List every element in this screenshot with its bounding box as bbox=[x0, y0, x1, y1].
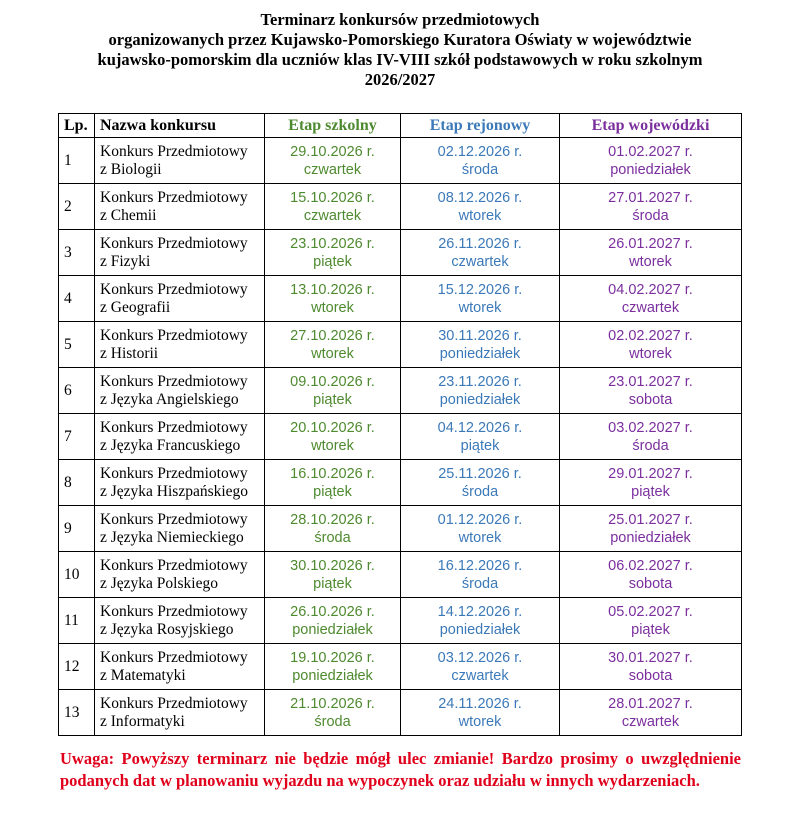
rejonowy-day: środa bbox=[461, 483, 499, 500]
rejonowy-date: 23.11.2026 r. bbox=[438, 373, 522, 390]
row-rejonowy bbox=[401, 690, 560, 736]
rejonowy-date: 04.12.2026 r. bbox=[437, 419, 523, 436]
row-lp: 13 bbox=[59, 690, 95, 736]
table-row bbox=[59, 598, 742, 644]
title-line-2: organizowanych przez Kujawsko-Pomorskiego Kuratora Oświaty w województwie bbox=[108, 30, 692, 49]
wojewodzki-day: wtorek bbox=[629, 253, 672, 270]
rejonowy-date: 25.11.2026 r. bbox=[438, 465, 522, 482]
wojewodzki-date: 05.02.2027 r. bbox=[608, 603, 693, 620]
row-name bbox=[95, 690, 265, 736]
row-szkolny bbox=[265, 230, 401, 276]
szkolny-day: poniedziałek bbox=[292, 667, 373, 684]
row-wojewodzki bbox=[560, 598, 742, 644]
row-szkolny bbox=[265, 322, 401, 368]
row-name-line-2: z Języka Polskiego bbox=[100, 574, 218, 592]
row-szkolny bbox=[265, 368, 401, 414]
wojewodzki-day: czwartek bbox=[621, 713, 680, 730]
table-row bbox=[59, 506, 742, 552]
wojewodzki-day: sobota bbox=[628, 667, 673, 684]
row-lp: 4 bbox=[59, 276, 95, 322]
row-name-line-1: Konkurs Przedmiotowy bbox=[100, 188, 248, 206]
wojewodzki-day: sobota bbox=[628, 391, 673, 408]
row-name bbox=[95, 644, 265, 690]
row-name-line-1: Konkurs Przedmiotowy bbox=[100, 510, 248, 528]
row-name-line-1: Konkurs Przedmiotowy bbox=[100, 280, 248, 298]
row-szkolny bbox=[265, 690, 401, 736]
table-row bbox=[59, 322, 742, 368]
szkolny-date: 27.10.2026 r. bbox=[290, 327, 375, 344]
row-wojewodzki bbox=[560, 184, 742, 230]
row-rejonowy bbox=[401, 506, 560, 552]
wojewodzki-day: poniedziałek bbox=[610, 161, 691, 178]
table-row bbox=[59, 184, 742, 230]
rejonowy-day: wtorek bbox=[458, 207, 502, 224]
rejonowy-day: piątek bbox=[460, 437, 500, 454]
header-name: Nazwa konkursu bbox=[95, 114, 265, 138]
row-wojewodzki bbox=[560, 506, 742, 552]
row-lp: 5 bbox=[59, 322, 95, 368]
wojewodzki-date: 02.02.2027 r. bbox=[608, 327, 693, 344]
row-rejonowy bbox=[401, 644, 560, 690]
szkolny-date: 20.10.2026 r. bbox=[290, 419, 375, 436]
rejonowy-day: środa bbox=[461, 575, 499, 592]
row-name-line-2: z Biologii bbox=[100, 160, 162, 178]
rejonowy-day: środa bbox=[461, 161, 499, 178]
wojewodzki-day: czwartek bbox=[621, 299, 680, 316]
szkolny-day: czwartek bbox=[303, 207, 362, 224]
row-name-line-1: Konkurs Przedmiotowy bbox=[100, 142, 248, 160]
table-row bbox=[59, 276, 742, 322]
rejonowy-day: wtorek bbox=[458, 299, 502, 316]
row-rejonowy bbox=[401, 598, 560, 644]
warning-note: Uwaga: Powyższy terminarz nie będzie mógł ulec zmianie! Bardzo prosimy o uwzględnienie podanych dat w planowaniu wyjazdu na wypoczynek oraz udziału w innych wydarzeniach. bbox=[60, 749, 741, 790]
rejonowy-date: 24.11.2026 r. bbox=[438, 695, 522, 712]
table-row bbox=[59, 460, 742, 506]
wojewodzki-day: sobota bbox=[628, 575, 673, 592]
row-lp: 6 bbox=[59, 368, 95, 414]
row-lp: 3 bbox=[59, 230, 95, 276]
row-name-line-1: Konkurs Przedmiotowy bbox=[100, 602, 248, 620]
row-szkolny bbox=[265, 276, 401, 322]
table-row bbox=[59, 368, 742, 414]
rejonowy-day: wtorek bbox=[458, 529, 502, 546]
szkolny-day: środa bbox=[314, 529, 351, 546]
row-rejonowy bbox=[401, 184, 560, 230]
row-name-line-2: z Geografii bbox=[100, 298, 171, 316]
row-lp: 7 bbox=[59, 414, 95, 460]
title-line-3: kujawsko-pomorskim dla uczniów klas IV-VIII szkół podstawowych w roku szkolnym bbox=[97, 50, 703, 69]
szkolny-date: 30.10.2026 r. bbox=[290, 557, 375, 574]
table-row bbox=[59, 230, 742, 276]
row-szkolny bbox=[265, 460, 401, 506]
row-name-line-1: Konkurs Przedmiotowy bbox=[100, 648, 248, 666]
row-name-line-1: Konkurs Przedmiotowy bbox=[100, 418, 248, 436]
rejonowy-date: 01.12.2026 r. bbox=[437, 511, 523, 528]
row-wojewodzki bbox=[560, 644, 742, 690]
row-lp: 1 bbox=[59, 138, 95, 184]
row-wojewodzki bbox=[560, 230, 742, 276]
rejonowy-date: 15.12.2026 r. bbox=[437, 281, 523, 298]
table-row bbox=[59, 414, 742, 460]
row-name-line-2: z Języka Hiszpańskiego bbox=[100, 482, 249, 500]
title-line-4: 2026/2027 bbox=[364, 70, 436, 89]
document-title bbox=[40, 10, 760, 90]
rejonowy-date: 08.12.2026 r. bbox=[437, 189, 523, 206]
header-lp: Lp. bbox=[59, 114, 95, 138]
rejonowy-date: 16.12.2026 r. bbox=[437, 557, 523, 574]
szkolny-date: 09.10.2026 r. bbox=[290, 373, 375, 390]
wojewodzki-day: piątek bbox=[631, 621, 670, 638]
row-name bbox=[95, 506, 265, 552]
rejonowy-date: 03.12.2026 r. bbox=[437, 649, 523, 666]
rejonowy-date: 14.12.2026 r. bbox=[437, 603, 523, 620]
wojewodzki-day: wtorek bbox=[629, 345, 672, 362]
row-name-line-1: Konkurs Przedmiotowy bbox=[100, 372, 248, 390]
row-lp: 12 bbox=[59, 644, 95, 690]
wojewodzki-date: 04.02.2027 r. bbox=[608, 281, 693, 298]
row-name bbox=[95, 322, 265, 368]
wojewodzki-day: piątek bbox=[631, 483, 670, 500]
row-name bbox=[95, 552, 265, 598]
wojewodzki-day: środa bbox=[632, 207, 669, 224]
row-rejonowy bbox=[401, 460, 560, 506]
header-wojewodzki: Etap wojewódzki bbox=[560, 114, 742, 138]
row-name-line-2: z Języka Niemieckiego bbox=[100, 528, 244, 546]
wojewodzki-date: 29.01.2027 r. bbox=[608, 465, 693, 482]
row-lp: 11 bbox=[59, 598, 95, 644]
row-rejonowy bbox=[401, 368, 560, 414]
row-lp: 9 bbox=[59, 506, 95, 552]
rejonowy-day: czwartek bbox=[451, 253, 509, 270]
rejonowy-date: 26.11.2026 r. bbox=[438, 235, 522, 252]
szkolny-day: piątek bbox=[313, 483, 352, 500]
table-row bbox=[59, 138, 742, 184]
row-name-line-2: z Matematyki bbox=[100, 666, 186, 684]
szkolny-date: 16.10.2026 r. bbox=[290, 465, 375, 482]
szkolny-date: 21.10.2026 r. bbox=[290, 695, 375, 712]
szkolny-date: 23.10.2026 r. bbox=[290, 235, 375, 252]
row-szkolny bbox=[265, 414, 401, 460]
row-name bbox=[95, 414, 265, 460]
row-rejonowy bbox=[401, 552, 560, 598]
row-wojewodzki bbox=[560, 460, 742, 506]
rejonowy-date: 30.11.2026 r. bbox=[438, 327, 522, 344]
row-wojewodzki bbox=[560, 322, 742, 368]
szkolny-day: czwartek bbox=[303, 161, 362, 178]
row-name bbox=[95, 230, 265, 276]
rejonowy-day: wtorek bbox=[458, 713, 502, 730]
wojewodzki-date: 23.01.2027 r. bbox=[608, 373, 693, 390]
wojewodzki-date: 27.01.2027 r. bbox=[608, 189, 693, 206]
title-line-1: Terminarz konkursów przedmiotowych bbox=[260, 10, 540, 29]
row-name-line-1: Konkurs Przedmiotowy bbox=[100, 556, 248, 574]
row-name bbox=[95, 276, 265, 322]
szkolny-day: wtorek bbox=[311, 437, 354, 454]
szkolny-date: 19.10.2026 r. bbox=[290, 649, 375, 666]
wojewodzki-date: 25.01.2027 r. bbox=[608, 511, 693, 528]
row-szkolny bbox=[265, 506, 401, 552]
row-name-line-2: z Języka Rosyjskiego bbox=[100, 620, 234, 638]
wojewodzki-date: 28.01.2027 r. bbox=[608, 695, 693, 712]
row-name-line-2: z Informatyki bbox=[100, 712, 185, 730]
row-name-line-2: z Chemii bbox=[100, 206, 157, 224]
row-name-line-2: z Języka Francuskiego bbox=[100, 436, 241, 454]
rejonowy-day: poniedziałek bbox=[439, 391, 521, 408]
szkolny-day: wtorek bbox=[311, 345, 354, 362]
header-rejonowy: Etap rejonowy bbox=[401, 114, 560, 138]
wojewodzki-date: 30.01.2027 r. bbox=[608, 649, 693, 666]
wojewodzki-day: środa bbox=[632, 437, 669, 454]
rejonowy-day: poniedziałek bbox=[439, 345, 521, 362]
wojewodzki-date: 01.02.2027 r. bbox=[608, 143, 693, 160]
row-rejonowy bbox=[401, 230, 560, 276]
szkolny-day: piątek bbox=[313, 253, 352, 270]
table-header-row bbox=[59, 114, 742, 138]
row-name bbox=[95, 598, 265, 644]
szkolny-day: piątek bbox=[313, 391, 352, 408]
row-rejonowy bbox=[401, 414, 560, 460]
wojewodzki-date: 03.02.2027 r. bbox=[608, 419, 693, 436]
schedule-table bbox=[58, 113, 742, 736]
szkolny-day: poniedziałek bbox=[292, 621, 373, 638]
row-wojewodzki bbox=[560, 276, 742, 322]
row-wojewodzki bbox=[560, 368, 742, 414]
row-name-line-1: Konkurs Przedmiotowy bbox=[100, 694, 248, 712]
row-szkolny bbox=[265, 184, 401, 230]
row-name bbox=[95, 368, 265, 414]
row-name-line-1: Konkurs Przedmiotowy bbox=[100, 464, 248, 482]
szkolny-date: 28.10.2026 r. bbox=[290, 511, 375, 528]
row-wojewodzki bbox=[560, 138, 742, 184]
header-szkolny: Etap szkolny bbox=[265, 114, 401, 138]
rejonowy-date: 02.12.2026 r. bbox=[437, 143, 523, 160]
szkolny-day: środa bbox=[314, 713, 351, 730]
wojewodzki-date: 26.01.2027 r. bbox=[608, 235, 693, 252]
szkolny-date: 15.10.2026 r. bbox=[290, 189, 375, 206]
row-name-line-1: Konkurs Przedmiotowy bbox=[100, 326, 248, 344]
row-szkolny bbox=[265, 644, 401, 690]
row-rejonowy bbox=[401, 322, 560, 368]
row-name-line-2: z Języka Angielskiego bbox=[100, 390, 239, 408]
row-wojewodzki bbox=[560, 414, 742, 460]
row-name bbox=[95, 138, 265, 184]
table-row bbox=[59, 644, 742, 690]
szkolny-day: wtorek bbox=[311, 299, 354, 316]
row-name bbox=[95, 184, 265, 230]
row-rejonowy bbox=[401, 138, 560, 184]
wojewodzki-day: poniedziałek bbox=[610, 529, 691, 546]
szkolny-date: 13.10.2026 r. bbox=[290, 281, 375, 298]
table-row bbox=[59, 552, 742, 598]
row-wojewodzki bbox=[560, 552, 742, 598]
szkolny-day: piątek bbox=[313, 575, 352, 592]
row-wojewodzki bbox=[560, 690, 742, 736]
table-row bbox=[59, 690, 742, 736]
row-lp: 2 bbox=[59, 184, 95, 230]
row-name-line-2: z Historii bbox=[100, 344, 159, 362]
row-name-line-1: Konkurs Przedmiotowy bbox=[100, 234, 248, 252]
wojewodzki-date: 06.02.2027 r. bbox=[608, 557, 693, 574]
row-lp: 10 bbox=[59, 552, 95, 598]
rejonowy-day: poniedziałek bbox=[439, 621, 521, 638]
szkolny-date: 26.10.2026 r. bbox=[290, 603, 375, 620]
szkolny-date: 29.10.2026 r. bbox=[290, 143, 375, 160]
row-name-line-2: z Fizyki bbox=[100, 252, 151, 270]
row-szkolny bbox=[265, 598, 401, 644]
row-name bbox=[95, 460, 265, 506]
row-szkolny bbox=[265, 138, 401, 184]
row-lp: 8 bbox=[59, 460, 95, 506]
rejonowy-day: czwartek bbox=[451, 667, 509, 684]
row-szkolny bbox=[265, 552, 401, 598]
row-rejonowy bbox=[401, 276, 560, 322]
